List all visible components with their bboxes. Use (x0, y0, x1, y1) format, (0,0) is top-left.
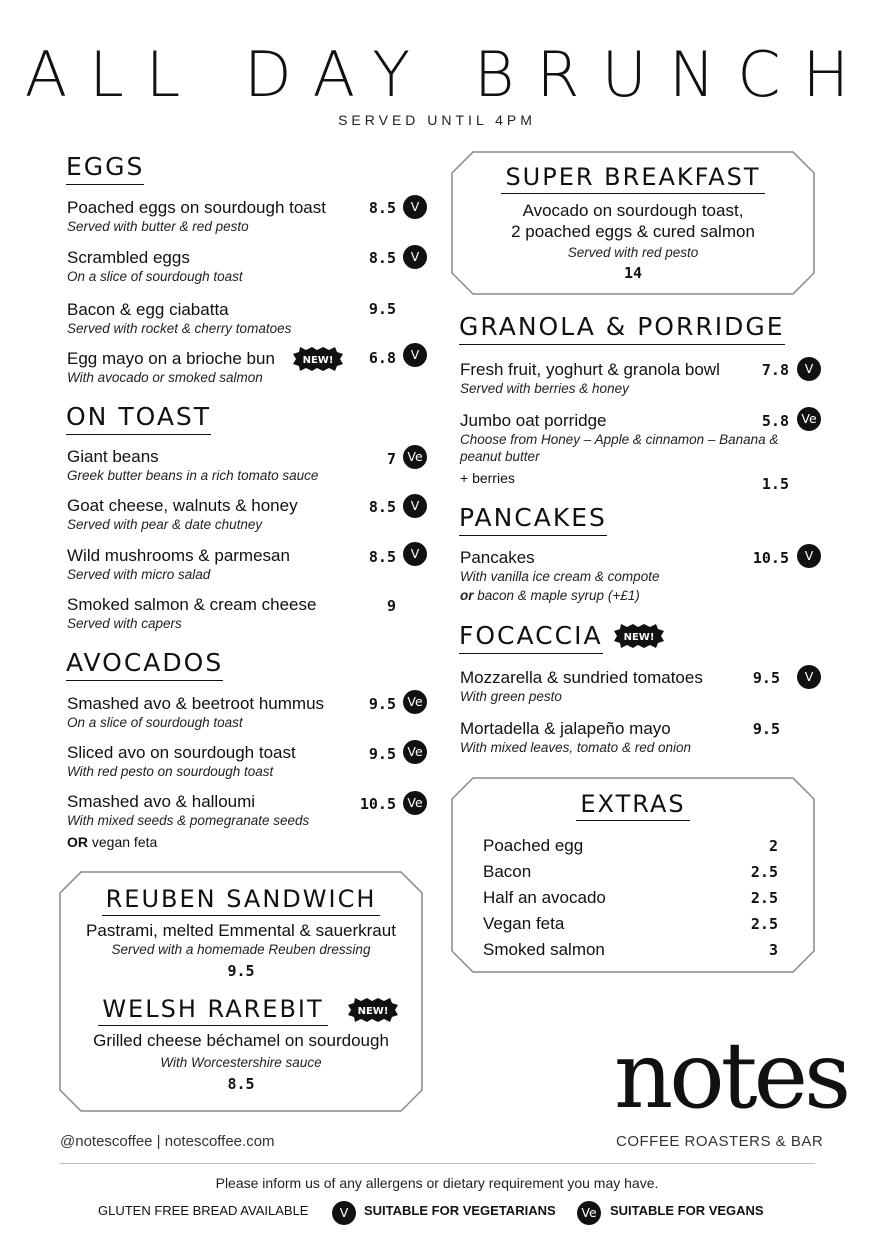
page-subtitle: SERVED UNTIL 4PM (338, 112, 536, 128)
item-description: Served with rocket & cherry tomatoes (67, 321, 292, 336)
item-line-1: Avocado on sourdough toast, (522, 201, 744, 220)
section-heading-super-breakfast: SUPER BREAKFAST (501, 163, 764, 194)
item-description: Greek butter beans in a rich tomato sauce (67, 468, 319, 483)
item-price: 10.5 (359, 795, 396, 813)
item-name: Smashed avo & halloumi (67, 792, 256, 811)
vegan-badge-icon: Ve (403, 690, 427, 714)
item-price: 5.8 (761, 412, 789, 430)
item-price: 7 (386, 450, 396, 468)
item-description: With mixed seeds & pomegranate seeds (67, 813, 310, 828)
item-description: On a slice of sourdough toast (67, 269, 243, 284)
menu-item (67, 300, 291, 337)
item-name: Bacon & egg ciabatta (67, 300, 229, 319)
menu-item (67, 349, 275, 386)
menu-item (460, 360, 720, 397)
item-price: 9.5 (752, 720, 780, 738)
menu-item (67, 546, 290, 583)
item-description: Served with micro salad (67, 567, 211, 582)
item-description: Served with berries & honey (460, 381, 629, 396)
item-price: 9.5 (368, 300, 396, 318)
new-badge-icon (348, 998, 398, 1022)
section-heading-extras: EXTRAS (576, 790, 689, 821)
vegan-badge-icon: Ve (797, 407, 821, 431)
menu-item (67, 198, 326, 235)
item-name: Giant beans (67, 447, 159, 466)
item-price: 7.8 (761, 361, 789, 379)
new-badge-icon (614, 624, 664, 648)
item-price: 8.5 (368, 548, 396, 566)
item-name: Grilled cheese béchamel on sourdough (93, 1031, 389, 1050)
item-description: Served with pear & date chutney (67, 517, 263, 532)
item-option (67, 834, 309, 850)
section-heading-on-toast: ON TOAST (66, 403, 211, 435)
item-name: Poached eggs on sourdough toast (67, 198, 326, 217)
item-name: Goat cheese, walnuts & honey (67, 496, 298, 515)
menu-item (460, 411, 780, 486)
extras-item-price: 2.5 (750, 915, 778, 933)
vegan-badge-icon: Ve (403, 791, 427, 815)
item-price: 9.5 (368, 745, 396, 763)
vegetarian-badge-icon: V (403, 494, 427, 518)
extras-item-price: 2.5 (750, 889, 778, 907)
footer-divider (60, 1163, 815, 1164)
new-badge-text: NEW! (357, 1006, 389, 1017)
item-name: Mozzarella & sundried tomatoes (460, 668, 703, 687)
vegetarian-badge-icon: V (797, 357, 821, 381)
menu-item (67, 496, 298, 533)
item-name: Pancakes (460, 548, 535, 567)
new-badge-text: NEW! (623, 632, 655, 643)
option-or: OR (67, 834, 88, 850)
extras-item-price: 3 (768, 941, 778, 959)
vegetarian-badge-icon: V (403, 195, 427, 219)
menu-item (460, 548, 659, 604)
option-or: or (460, 588, 474, 603)
option-text: bacon & maple syrup (+£1) (473, 588, 640, 603)
brand-logo: notes (614, 1022, 848, 1129)
section-heading-welsh: WELSH RAREBIT (98, 995, 327, 1026)
item-name: Mortadella & jalapeño mayo (460, 719, 671, 738)
menu-item (67, 447, 318, 484)
item-name: Egg mayo on a brioche bun (67, 349, 275, 368)
section-heading-granola: GRANOLA & PORRIDGE (459, 313, 785, 345)
item-description: On a slice of sourdough toast (67, 715, 243, 730)
item-description: With red pesto on sourdough toast (67, 764, 274, 779)
menu-item (67, 694, 324, 731)
reuben-section (59, 885, 423, 980)
item-description: With vanilla ice cream & compote (460, 569, 660, 584)
item-description: Served with a homemade Reuben dressing (111, 942, 371, 957)
section-heading-avocados: AVOCADOS (66, 649, 223, 681)
item-name: Scrambled eggs (67, 248, 190, 267)
item-description: With green pesto (460, 689, 562, 704)
vegan-legend: SUITABLE FOR VEGANS (610, 1203, 764, 1218)
menu-item (67, 595, 316, 632)
super-breakfast-section (451, 163, 815, 282)
item-price: 14 (623, 264, 643, 282)
menu-item (460, 668, 703, 705)
item-price: 8.5 (227, 1075, 255, 1093)
item-name: Wild mushrooms & parmesan (67, 546, 290, 565)
item-name: Smoked salmon & cream cheese (67, 595, 317, 614)
item-price: 9.5 (368, 695, 396, 713)
item-price: 8.5 (368, 249, 396, 267)
item-price: 9 (386, 597, 396, 615)
extras-item-name: Smoked salmon (483, 940, 605, 959)
item-price: 6.8 (368, 349, 396, 367)
vegetarian-badge-icon: V (403, 343, 427, 367)
new-badge-text: NEW! (302, 355, 334, 366)
vegetarian-badge-icon: V (332, 1201, 356, 1225)
menu-item (67, 248, 243, 285)
page-title: ALL DAY BRUNCH (24, 38, 872, 111)
item-price: 9.5 (227, 962, 255, 980)
vegetarian-badge-icon: V (403, 542, 427, 566)
item-line-2: 2 poached eggs & cured salmon (511, 222, 755, 241)
extras-item-name: Half an avocado (483, 888, 606, 907)
vegan-badge-icon: Ve (403, 740, 427, 764)
item-extra-name: + berries (460, 470, 515, 486)
section-heading-pancakes: PANCAKES (459, 504, 607, 536)
extras-item-name: Bacon (483, 862, 532, 881)
vegetarian-badge-icon: V (797, 544, 821, 568)
item-price: 10.5 (752, 549, 789, 567)
section-heading-eggs: EGGS (66, 153, 144, 185)
vegetarian-badge-icon: V (403, 245, 427, 269)
item-name: Fresh fruit, yoghurt & granola bowl (460, 360, 720, 379)
gluten-free-note: GLUTEN FREE BREAD AVAILABLE (98, 1203, 309, 1218)
brand-tagline: COFFEE ROASTERS & BAR (616, 1133, 824, 1150)
item-price: 8.5 (368, 498, 396, 516)
extras-item-price: 2 (768, 837, 778, 855)
item-description: Served with butter & red pesto (67, 219, 249, 234)
vegetarian-legend: SUITABLE FOR VEGETARIANS (364, 1203, 556, 1218)
menu-item (67, 792, 309, 850)
item-description: Choose from Honey – Apple & cinnamon – Banana & peanut butter (460, 432, 779, 464)
item-description: With mixed leaves, tomato & red onion (460, 740, 691, 755)
extras-item-name: Poached egg (483, 836, 584, 855)
menu-item (67, 743, 296, 780)
contact-link[interactable]: @notescoffee | notescoffee.com (60, 1133, 275, 1150)
item-description: Served with capers (67, 616, 182, 631)
new-badge-icon (293, 347, 343, 371)
extras-heading-wrap (451, 790, 815, 821)
section-heading-reuben: REUBEN SANDWICH (102, 885, 381, 916)
vegetarian-badge-icon: V (797, 665, 821, 689)
extras-item-name: Vegan feta (483, 914, 565, 933)
item-description: With avocado or smoked salmon (67, 370, 263, 385)
option-text: vegan feta (88, 834, 158, 850)
item-description-alt (460, 587, 659, 604)
allergen-notice: Please inform us of any allergens or dietary requirement you may have. (215, 1175, 659, 1191)
item-extra-price: 1.5 (761, 475, 789, 493)
item-description: Served with red pesto (567, 245, 699, 260)
section-heading-focaccia: FOCACCIA (459, 622, 603, 654)
item-description: With Worcestershire sauce (160, 1055, 322, 1070)
item-name: Sliced avo on sourdough toast (67, 743, 296, 762)
vegan-badge-icon: Ve (577, 1201, 601, 1225)
menu-item (460, 719, 691, 756)
item-name: Pastrami, melted Emmental & sauerkraut (86, 921, 396, 940)
item-price: 8.5 (368, 199, 396, 217)
item-name: Jumbo oat porridge (460, 411, 607, 430)
item-name: Smashed avo & beetroot hummus (67, 694, 325, 713)
vegan-badge-icon: Ve (403, 445, 427, 469)
extras-item-price: 2.5 (750, 863, 778, 881)
item-price: 9.5 (752, 669, 780, 687)
